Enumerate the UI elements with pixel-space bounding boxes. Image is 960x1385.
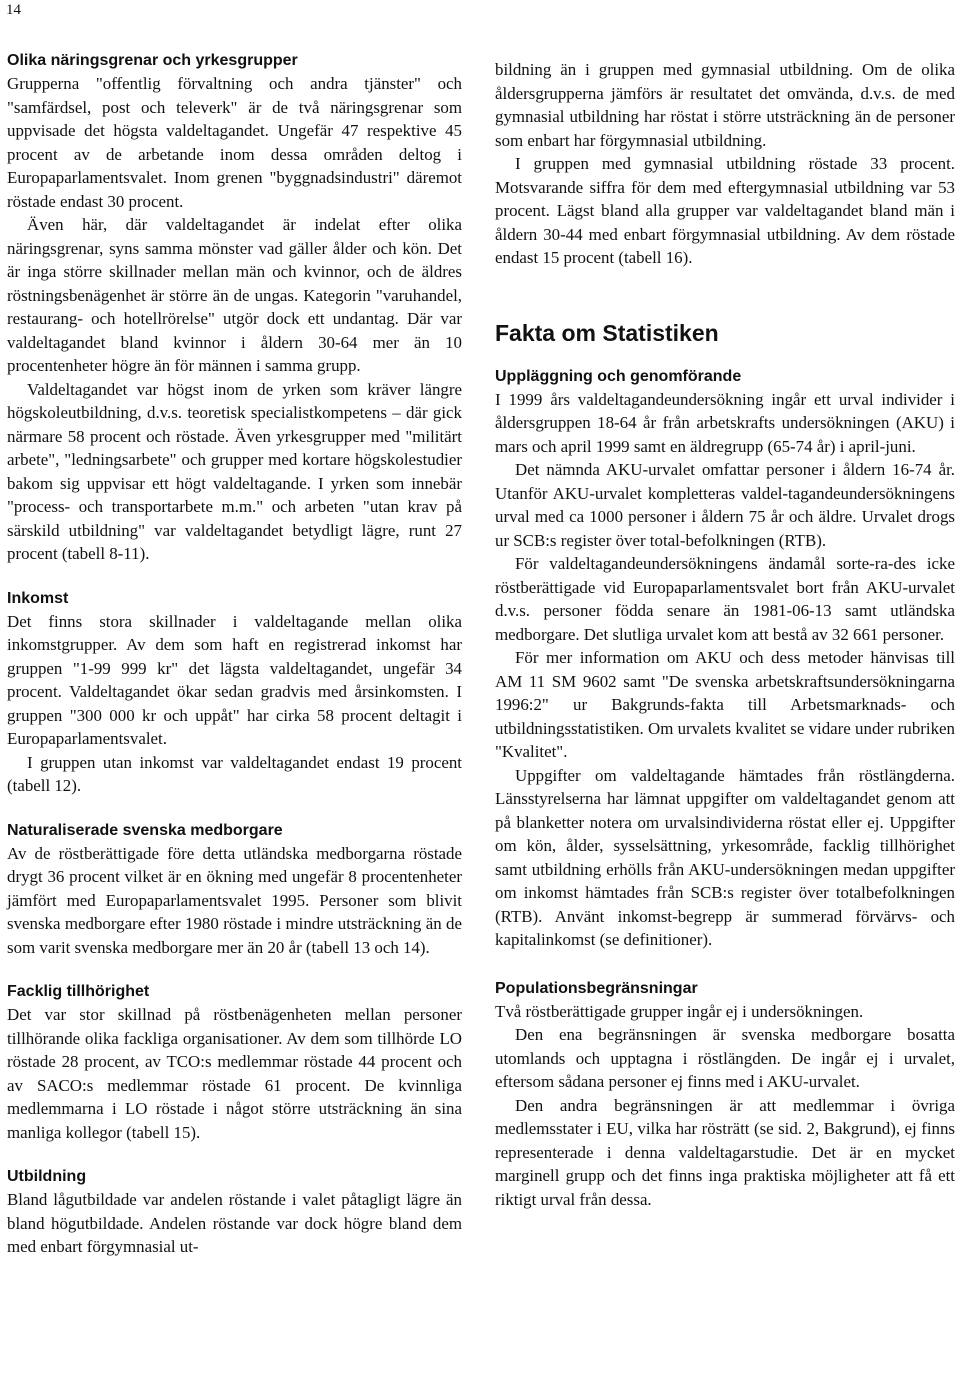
left-column	[7, 50, 462, 1259]
paragraph: För mer information om AKU och dess metoder hänvisas till AM 11 SM 9602 samt "De svenska arbetskraftsundersökningarna 1996:2" ur Bakgrunds-fakta till Arbetsmarknads- och utbildningsstatistiken. Om urvalets kvalitet se vidare under rubriken "Kvalitet".	[495, 648, 955, 761]
paragraph: Grupperna "offentlig förvaltning och andra tjänster" och "samfärdsel, post och televerk" är de två näringsgrenar som uppvisade det högsta valdeltagandet. Ungefär 47 respektive 45 procent av de arbetande inom dessa områden deltog i Europaparlamentsvalet. Inom grenen "byggnadsindustri" däremot röstade endast 30 procent.	[7, 74, 462, 211]
paragraph: I gruppen med gymnasial utbildning röstade 33 procent. Motsvarande siffra för dem med eftergymnasial utbildning var 53 procent. Lägst bland alla grupper var valdeltagandet bland män i åldern 30-44 med enbart förgymnasial utbildning. Av dem röstade endast 15 procent (tabell 16).	[495, 154, 955, 267]
section-heading-populationsbegransningar: Populationsbegränsningar	[495, 979, 698, 997]
paragraph: Av de röstberättigade före detta utländska medborgarna röstade drygt 36 procent vilket är en ökning med ungefär 8 procentenheter jämfört med Europaparlamentsvalet 1995. Personer som blivit svenska medborgare efter 1980 röstade i mindre utsträckning än de som varit svenska medborgare mer än 20 år (tabell 13 och 14).	[7, 843, 462, 957]
paragraph: För valdeltagandeundersökningens ändamål sorte-ra-des icke röstberättigade vid Europaparlamentsvalet bort från AKU-urvalet d.v.s. personer födda senare än 1981-06-13 samt utländska medborgare. Det slutliga urvalet kom att bestå av 32 661 personer.	[495, 554, 955, 644]
main-heading-fakta: Fakta om Statistiken	[495, 319, 719, 346]
paragraph: I gruppen utan inkomst var valdeltagandet endast 19 procent (tabell 12).	[7, 752, 462, 795]
paragraph: Två röstberättigade grupper ingår ej i undersökningen.	[495, 1001, 864, 1021]
paragraph: Det var stor skillnad på röstbenägenheten mellan personer tillhörande olika fackliga organisationer. Av dem som tillhörde LO röstade 28 procent, av TCO:s medlemmar röstade 44 procent och av SACO:s medlemmar röstade 61 procent. De kvinnliga medlemmarna i LO röstade i något större utsträckning än sina manliga kollegor (tabell 15).	[7, 1005, 462, 1142]
paragraph: Bland lågutbildade var andelen röstande i valet påtagligt lägre än bland högutbildade. Andelen röstande var dock högre bland dem med enbart förgymnasial ut-	[7, 1190, 462, 1256]
paragraph: Även här, där valdeltagandet är indelat efter olika näringsgrenar, syns samma mönster vad gäller ålder och kön. Det är inga större skillnader mellan män och kvinnor, och de äldres röstningsbenägenhet är större än de ungas. Kategorin "varuhandel, restaurang- och hotellrörelse" utgör dock ett undantag. Där var valdeltagandet bland kvinnor i åldern 30-64 mer än 10 procentenheter högre än för männen i samma grupp.	[7, 215, 462, 375]
paragraph: Det finns stora skillnader i valdeltagande mellan olika inkomstgrupper. Av dem som haft en registrerad inkomst har gruppen "1-99 999 kr" det lägsta valdeltagandet, ungefär 34 procent. Valdeltagandet ökar sedan gradvis med årsinkomsten. I gruppen "300 000 kr och uppåt" har cirka 58 procent deltagit i Europaparlamentsvalet.	[7, 611, 462, 748]
paragraph: bildning än i gruppen med gymnasial utbildning. Om de olika åldersgrupperna jämförs är resultatet det omvända, d.v.s. de med gymnasial utbildning har röstat i större utsträckning än de personer som enbart har förgymnasial utbildning.	[495, 60, 955, 150]
section-heading-inkomst: Inkomst	[7, 589, 69, 607]
paragraph: Den andra begränsningen är att medlemmar i övriga medlemsstater i EU, vilka har rösträtt (se sid. 2, Bakgrund), ej finns representerade i denna valdeltagarstudie. Det är en mycket marginell grupp och det finns inga praktiska möjligheter att få ett riktigt urval från dessa.	[495, 1095, 955, 1209]
section-heading-upplaggning: Uppläggning och genomförande	[495, 367, 742, 385]
section-heading-naturaliserade: Naturaliserade svenska medborgare	[7, 821, 283, 839]
paragraph: Valdeltagandet var högst inom de yrken som kräver längre högskoleutbildning, d.v.s. teoretisk specialistkompetens – där gick närmare 58 procent och röstade. Även yrkesgrupper med "militärt arbete", "ledningsarbete" och grupper med kortare högskolestudier bakom sig uppvisar ett högt valdeltagande. I yrken som innebär "process- och transportarbete m.m." och arbeten "utan krav på särskild utbildning" var valdeltagandet betydligt lägre, runt 27 procent (tabell 8-11).	[7, 379, 462, 563]
page-number: 14	[6, 2, 21, 18]
paragraph: Det nämnda AKU-urvalet omfattar personer i åldern 16-74 år. Utanför AKU-urvalet kompletteras valdel-tagandeundersökningens urval med ca 1000 personer i åldern 75 år och äldre. Urvalet drogs ur SCB:s register över total-befolkningen (RTB).	[495, 460, 955, 550]
section-heading-facklig: Facklig tillhörighet	[7, 983, 150, 1000]
right-column	[495, 58, 955, 1211]
paragraph: Den ena begränsningen är svenska medborgare bosatta utomlands och upptagna i röstlängden. De ingår ej i urvalet, eftersom sådana personer ej finns med i AKU-urvalet.	[495, 1025, 955, 1091]
paragraph: Uppgifter om valdeltagande hämtades från röstlängderna. Länsstyrelserna har lämnat uppgifter om valdeltagandet genom att på blanketter notera om urvalsindividerna röstat eller ej. Uppgifter om kön, ålder, sysselsättning, yrkesområde, facklig tillhörighet samt utbildning erhölls från AKU-undersökningen medan uppgifter om inkomst hämtades från SCB:s register över totalbefolkningen (RTB). Använt inkomst-begrepp är summerad förvärvs- och kapitalinkomst (se definitioner).	[495, 765, 955, 949]
paragraph: I 1999 års valdeltagandeundersökning ingår ett urval individer i åldersgruppen 18-64 år från arbetskrafts undersökningen (AKU) i mars och april 1999 samt en äldregrupp (65-74 år) i april-juni.	[495, 389, 955, 456]
section-heading-naringsgrenar: Olika näringsgrenar och yrkesgrupper	[7, 52, 298, 69]
section-heading-utbildning: Utbildning	[7, 1168, 87, 1185]
